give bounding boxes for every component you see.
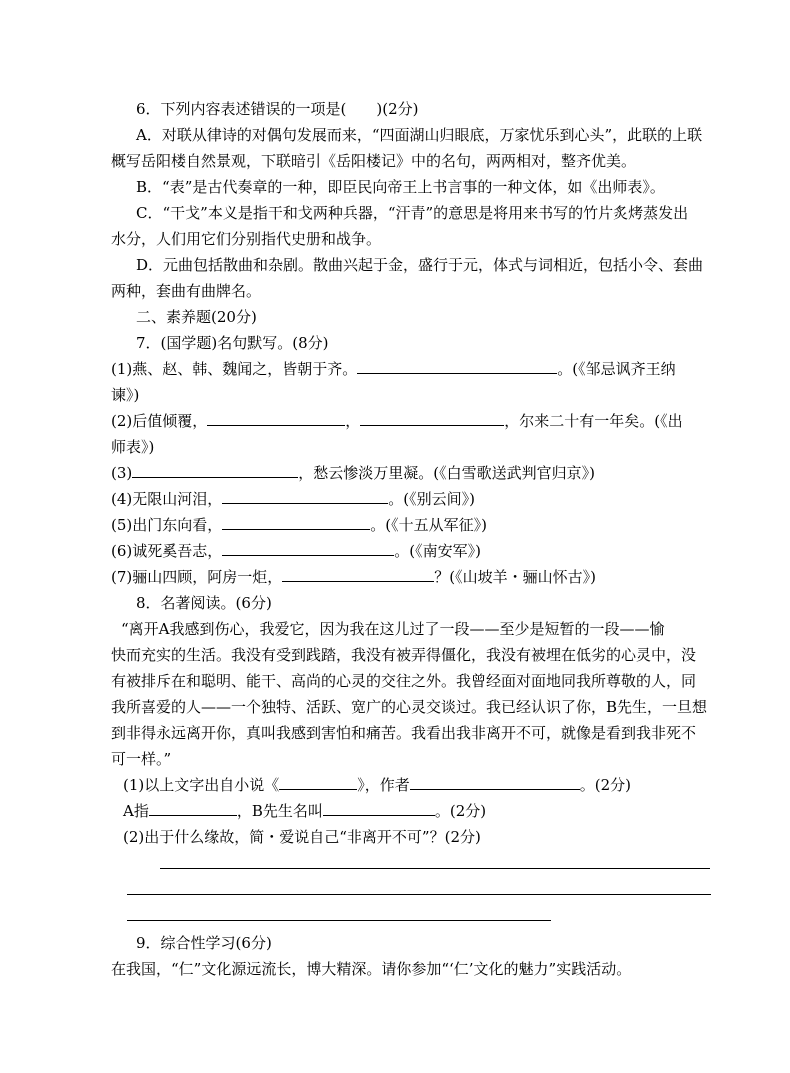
- q7-item-2-blank-2[interactable]: [360, 411, 504, 426]
- q7-item-4-source: 。(《别云间》): [388, 490, 475, 508]
- q7-item-7: [111, 567, 790, 587]
- q8-passage-line-4: 我所喜爱的人——一个独特、活跃、宽广的心灵交谈过。我已经认识了你，B先生，一旦想: [111, 698, 708, 716]
- q7-item-2-comma: ，: [345, 412, 361, 430]
- q6-option-d-cont: 两种，套曲有曲牌名。: [111, 282, 262, 300]
- q7-item-3-text: ，愁云惨淡万里凝。(《白雪歌送武判官归京》): [298, 464, 595, 482]
- q6-option-d: D．元曲包括散曲和杂剧。散曲兴起于金，盛行于元，体式与词相近，包括小令、套曲: [136, 256, 704, 274]
- q7-item-6-blank[interactable]: [222, 541, 394, 556]
- q8-answer-line-3[interactable]: [127, 920, 551, 921]
- q8-stem: 8．名著阅读。(6分): [136, 594, 272, 612]
- q7-item-6-text: (6)诚死奚吾志，: [111, 542, 223, 560]
- q7-item-1-blank[interactable]: [357, 359, 557, 374]
- q7-item-5: [111, 515, 790, 535]
- q7-item-3-num: (3): [111, 464, 133, 482]
- section-heading: 二、素养题(20分): [136, 308, 257, 326]
- q7-item-5-text: (5)出门东向看，: [111, 516, 223, 534]
- q8-sub-1: [123, 775, 790, 795]
- q6-option-a-cont: 概写岳阳楼自然景观，下联暗引《岳阳楼记》中的名句，两两相对，整齐优美。: [111, 152, 637, 170]
- q7-item-2-source: ，尔来二十有一年矣。(《出: [504, 412, 683, 430]
- q8-sub-1-author-label: 》，作者: [357, 776, 410, 794]
- q8-answer-line-2[interactable]: [127, 894, 711, 895]
- q8-answer-line-1[interactable]: [160, 868, 710, 869]
- q8-sub-1-text: (1)以上文字出自小说《: [123, 776, 280, 794]
- q7-item-5-source: 。(《十五从军征》): [370, 516, 487, 534]
- q8-b-name-blank[interactable]: [323, 801, 435, 816]
- q6-option-c-cont: 水分，人们用它们分别指代史册和战争。: [111, 230, 382, 248]
- q7-item-1: [111, 359, 790, 379]
- q7-stem: 7．(国学题)名句默写。(8分): [136, 334, 329, 352]
- q8-sub-1b: [123, 801, 790, 821]
- q9-stem: 9．综合性学习(6分): [136, 934, 272, 952]
- q7-item-1-cont: 谏》): [111, 386, 140, 404]
- q7-item-4-text: (4)无限山河泪，: [111, 490, 223, 508]
- q8-passage-line-3: 有被排斥在和聪明、能干、高尚的心灵的交往之外。我曾经面对面地同我所尊敬的人，同: [111, 672, 697, 690]
- q7-item-7-text: (7)骊山四顾，阿房一炬，: [111, 568, 283, 586]
- q6-stem: 6．下列内容表述错误的一项是( )(2分): [136, 100, 419, 118]
- q7-item-6-source: 。(《南安军》): [394, 542, 481, 560]
- q7-item-3-blank[interactable]: [132, 463, 298, 478]
- q8-sub-2: (2)出于什么缘故，简・爱说自己“非离开不可”？(2分): [123, 828, 481, 846]
- q8-passage-line-6: 可一样。”: [111, 750, 172, 768]
- q7-item-2-cont: 师表》): [111, 438, 155, 456]
- q7-item-7-source: ？(《山坡羊・骊山怀古》): [434, 568, 596, 586]
- q8-sub-1b-b-label: ，B先生名叫: [236, 802, 323, 820]
- q8-sub-1b-a-label: A指: [123, 802, 149, 820]
- q7-item-2: [111, 411, 790, 431]
- q8-sub-1-points: 。(2分): [579, 776, 632, 794]
- q7-item-5-blank[interactable]: [222, 515, 370, 530]
- q7-item-4: [111, 489, 790, 509]
- q6-option-b: B．“表”是古代奏章的一种，即臣民向帝王上书言事的一种文体，如《出师表》。: [136, 178, 665, 196]
- q8-author-blank[interactable]: [410, 775, 580, 790]
- q7-item-2-blank-1[interactable]: [207, 411, 345, 426]
- q7-item-3: [111, 463, 790, 483]
- q7-item-6: [111, 541, 790, 561]
- q8-sub-1b-points: 。(2分): [434, 802, 487, 820]
- q8-passage-line-1: “离开A我感到伤心，我爱它，因为我在这儿过了一段——至少是短暂的一段——愉: [121, 620, 665, 638]
- q8-passage-line-5: 到非得永远离开你，真叫我感到害怕和痛苦。我看出我非离开不可，就像是看到我非死不: [111, 724, 697, 742]
- q7-item-1-text: (1)燕、赵、韩、魏闻之，皆朝于齐。: [111, 360, 358, 378]
- q6-option-a: A．对联从律诗的对偶句发展而来，“四面湖山归眼底，万家忧乐到心头”，此联的上联: [136, 126, 703, 144]
- q8-book-title-blank[interactable]: [279, 775, 357, 790]
- q7-item-7-blank[interactable]: [282, 567, 434, 582]
- q9-paragraph: 在我国，“仁”文化源远流长，博大精深。请你参加“‘仁’文化的魅力”实践活动。: [111, 960, 632, 978]
- q7-item-2-text: (2)后值倾覆，: [111, 412, 208, 430]
- q6-option-c: C．“干戈”本义是指干和戈两种兵器，“汗青”的意思是将用来书写的竹片炙烤蒸发出: [136, 204, 689, 222]
- q7-item-4-blank[interactable]: [222, 489, 388, 504]
- q8-a-blank[interactable]: [149, 801, 237, 816]
- q8-passage-line-2: 快而充实的生活。我没有受到践踏，我没有被弄得僵化，我没有被埋在低劣的心灵中，没: [111, 646, 697, 664]
- q7-item-1-source: 。(《邹忌讽齐王纳: [557, 360, 676, 378]
